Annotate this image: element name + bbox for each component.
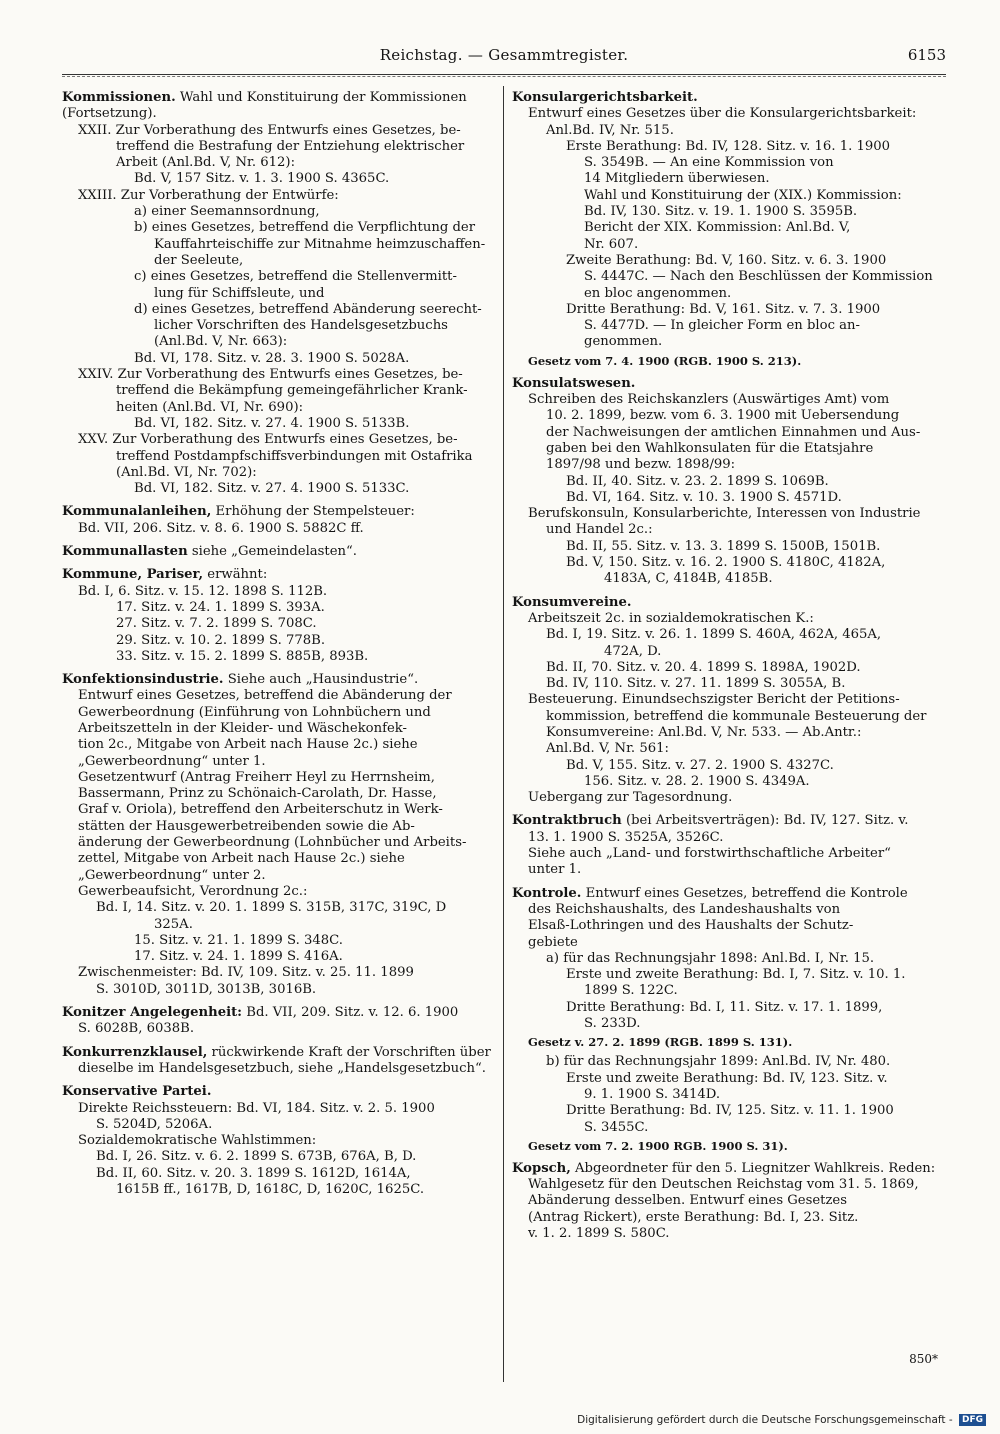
entry-line [512,627,946,643]
entry-text: d) eines Gesetzes, betreffend Abänderung seerecht- [134,301,482,317]
entry-line [62,1133,494,1149]
entry-line [62,688,494,704]
page-number: 6153 [907,46,946,64]
entry-line [512,813,946,829]
entry-keyword: Kommune, Pariser, [62,567,204,583]
entry-keyword: Konfektionsindustrie. [62,672,224,688]
entry-text: Bd. VII, 209. Sitz. v. 12. 6. 1900 [246,1005,459,1021]
entry-line [62,269,494,285]
entry-line [62,982,494,998]
entry-line [62,504,494,520]
entry-text: treffend Postdampfschiffsverbindungen mit Ostafrika [116,448,473,464]
entry-text: der Seeleute, [154,252,244,268]
entry-line [512,758,946,774]
entry-line [512,1226,946,1242]
entry-text: Zweite Berathung: Bd. V, 160. Sitz. v. 6. 3. 1900 [566,252,887,268]
entry-text: a) einer Seemannsordnung, [134,204,320,220]
entry-line [512,1120,946,1136]
entry-line [512,862,946,878]
entry-text: erwähnt: [207,567,268,583]
entry-text: 27. Sitz. v. 7. 2. 1899 S. 708C. [116,616,317,632]
entry-line [512,490,946,506]
entry-keyword: Konservative Partei. [62,1084,212,1100]
entry-text: Siehe auch „Land- und forstwirthschaftliche Arbeiter“ [528,846,891,862]
entry-line [62,900,494,916]
entry-text: Bd. VI, 164. Sitz. v. 10. 3. 1900 S. 4571D. [566,489,842,505]
entry-line [512,220,946,236]
entry-line [62,819,494,835]
index-entry [512,1161,946,1242]
entry-text: Arbeitszetteln in der Kleider- und Wäschekonfek- [78,720,408,736]
entry-line [62,521,494,537]
entry-text: rückwirkende Kraft der Vorschriften über [211,1044,491,1060]
column-divider [503,86,504,1382]
entry-line [512,902,946,918]
entry-line [62,449,494,465]
footer [0,1414,986,1426]
entry-text: Bd. II, 55. Sitz. v. 13. 3. 1899 S. 1500B, 1501B. [566,538,881,554]
entry-line [512,474,946,490]
entry-line [512,774,946,790]
index-entry [62,544,494,560]
entry-line [62,400,494,416]
entry-text: Bd. VI, 182. Sitz. v. 27. 4. 1900 S. 5133C. [134,481,410,497]
entry-text: XXV. Zur Vorberathung des Entwurfs eines Gesetzes, be- [78,432,458,448]
entry-text: Bd. IV, 110. Sitz. v. 27. 11. 1899 S. 3055A, B. [546,676,846,692]
entry-line [62,1101,494,1117]
entry-text: Arbeitszeit 2c. in sozialdemokratischen K.: [528,610,814,626]
entry-line [62,171,494,187]
entry-text: Erhöhung der Stempelsteuer: [215,504,415,520]
entry-line [62,616,494,632]
entry-text: 156. Sitz. v. 28. 2. 1900 S. 4349A. [584,773,810,789]
entry-line [62,351,494,367]
entry-line [512,1016,946,1032]
entry-line [512,1000,946,1016]
entry-line [62,1045,494,1061]
entry-text: 17. Sitz. v. 24. 1. 1899 S. 393A. [116,599,325,615]
entry-text: treffend die Bestrafung der Entziehung elektrischer [116,138,465,154]
entry-keyword: Kopsch, [512,1160,571,1176]
entry-line [512,918,946,934]
entry-text: Bd. I, 19. Sitz. v. 26. 1. 1899 S. 460A, 462A, 465A, [546,627,882,643]
entry-text: licher Vorschriften des Handelsgesetzbuchs [154,318,448,334]
entry-line [512,935,946,951]
entry-text: änderung der Gewerbeordnung (Lohnbücher und Arbeits- [78,835,467,851]
entry-line [512,1193,946,1209]
entry-text: Entwurf eines Gesetzes, betreffend die Abänderung der [78,688,452,704]
entry-line [512,1161,946,1177]
entry-text: XXIII. Zur Vorberathung der Entwürfe: [78,187,339,203]
entry-text: gaben bei den Wahlkonsulaten für die Etatsjahre [546,440,874,456]
entry-line [62,544,494,560]
entry-text: v. 1. 2. 1899 S. 580C. [528,1226,670,1241]
entry-text: Berufskonsuln, Konsularberichte, Interessen von Industrie [528,506,921,522]
index-entry [512,886,946,1154]
entry-text: dieselbe im Handelsgesetzbuch, siehe „Handelsgesetzbuch“. [78,1060,486,1076]
entry-line [62,649,494,665]
index-entry [62,504,494,537]
entry-text: 17. Sitz. v. 24. 1. 1899 S. 416A. [134,949,343,965]
entry-line [512,318,946,334]
law-reference: Gesetz v. 27. 2. 1899 (RGB. 1899 S. 131). [528,1035,793,1050]
entry-line [512,188,946,204]
entry-text: Dritte Berathung: Bd. V, 161. Sitz. v. 7. 3. 1900 [566,301,881,317]
entry-text: Direkte Reichssteuern: Bd. VI, 184. Sitz. v. 2. 5. 1900 [78,1100,435,1116]
entry-text: heiten (Anl.Bd. VI, Nr. 690): [116,399,304,415]
entry-text: (Anl.Bd. VI, Nr. 702): [116,464,257,480]
entry-line [62,367,494,383]
entry-text: 10. 2. 1899, bezw. vom 6. 3. 1900 mit Uebersendung [546,408,900,424]
entry-line [512,90,946,106]
entry-line [512,237,946,253]
entry-text: 1615B ff., 1617B, D, 1618C, D, 1620C, 1625C. [116,1182,425,1197]
entry-line [512,676,946,692]
entry-text: der Nachweisungen der amtlichen Einnahmen und Aus- [546,424,921,440]
entry-text: tion 2c., Mitgabe von Arbeit nach Hause 2c.) siehe [78,737,418,753]
entry-line [62,1061,494,1077]
entry-line [62,1005,494,1021]
entry-line [62,237,494,253]
entry-text: „Gewerbeordnung“ unter 2. [78,867,266,883]
index-entry [62,567,494,665]
entry-text: 9. 1. 1900 S. 3414D. [584,1086,721,1102]
entry-line [512,644,946,660]
entry-line [62,600,494,616]
entry-line [512,790,946,806]
entry-text: Bd. I, 6. Sitz. v. 15. 12. 1898 S. 112B. [78,583,328,599]
entry-text: S. 3010D, 3011D, 3013B, 3016B. [96,981,317,997]
entry-text: treffend die Bekämpfung gemeingefährlicher Krank- [116,383,468,399]
entry-line [62,383,494,399]
entry-text: 15. Sitz. v. 21. 1. 1899 S. 348C. [134,932,343,948]
index-entry [62,1084,494,1198]
entry-text: Besteuerung. Einundsechszigster Bericht der Petitions- [528,692,900,708]
right-column [512,90,946,1380]
entry-text: (Antrag Rickert), erste Berathung: Bd. I, 23. Sitz. [528,1209,859,1225]
entry-line [62,318,494,334]
entry-line [512,522,946,538]
entry-line [512,392,946,408]
entry-line [62,1084,494,1100]
entry-text: des Reichshaushalts, des Landeshaushalts von [528,901,841,917]
entry-text: Nr. 607. [584,236,639,252]
entry-text: S. 4447C. — Nach den Beschlüssen der Kommission [584,269,933,285]
entry-text: (bei Arbeitsverträgen): Bd. IV, 127. Sitz. v. [625,813,909,829]
entry-line [512,1087,946,1103]
entry-text: Bd. VII, 206. Sitz. v. 8. 6. 1900 S. 5882C ff. [78,520,364,536]
entry-line [62,567,494,583]
law-reference: Gesetz vom 7. 4. 1900 (RGB. 1900 S. 213). [528,353,802,368]
entry-line [512,441,946,457]
entry-line [512,846,946,862]
entry-text: Schreiben des Reichskanzlers (Auswärtiges Amt) vom [528,392,890,408]
entry-text: S. 4477D. — In gleicher Form en bloc an- [584,318,860,334]
entry-text: XXIV. Zur Vorberathung des Entwurfs eines Gesetzes, be- [78,367,463,383]
entry-line [62,139,494,155]
entry-line [62,90,494,106]
entry-line [512,269,946,285]
entry-text: Graf v. Oriola), betreffend den Arbeiterschutz in Werk- [78,802,443,818]
entry-text: S. 3549B. — An eine Kommission von [584,155,834,171]
entry-text: Zwischenmeister: Bd. IV, 109. Sitz. v. 25. 11. 1899 [78,965,414,981]
entry-keyword: Kommissionen. [62,90,176,105]
entry-line [62,432,494,448]
entry-text: Entwurf eines Gesetzes, betreffend die Kontrole [585,885,908,901]
entry-text: Uebergang zur Tagesordnung. [528,790,733,806]
entry-text: Elsaß-Lothringen und des Haushalts der Schutz- [528,918,854,934]
entry-text: S. 5204D, 5206A. [96,1116,213,1132]
entry-line [62,884,494,900]
entry-text: Dritte Berathung: Bd. IV, 125. Sitz. v. 11. 1. 1900 [566,1103,894,1119]
entry-line [62,1021,494,1037]
law-reference: Gesetz vom 7. 2. 1900 RGB. 1900 S. 31). [528,1138,788,1153]
entry-line [512,539,946,555]
entry-line [512,334,946,350]
entry-line [62,1117,494,1133]
index-entry [512,813,946,878]
entry-line [512,139,946,155]
entry-line [512,106,946,122]
dfg-logo: DFG [959,1414,986,1426]
entry-text: en bloc angenommen. [584,285,732,301]
entry-text: Erste Berathung: Bd. IV, 128. Sitz. v. 16. 1. 1900 [566,138,891,154]
entry-line [62,786,494,802]
entry-line [512,611,946,627]
entry-keyword: Kommunalanleihen, [62,504,212,520]
entry-text: Bd. VI, 182. Sitz. v. 27. 4. 1900 S. 5133B. [134,415,410,431]
entry-text: Bd. I, 26. Sitz. v. 6. 2. 1899 S. 673B, 676A, B, D. [96,1149,417,1165]
entry-text: und Handel 2c.: [546,522,653,538]
entry-line [512,376,946,392]
entry-text: Bd. V, 157 Sitz. v. 1. 3. 1900 S. 4365C. [134,171,390,187]
entry-text: „Gewerbeordnung“ unter 1. [78,753,266,769]
entry-text: Kauffahrteischiffe zur Mitnahme heimzuschaffen- [154,236,486,252]
entry-line [512,1103,946,1119]
entry-text: lung für Schiffsleute, und [154,285,325,301]
entry-text: 472A, D. [604,643,662,659]
entry-line [512,425,946,441]
entry-text: 1899 S. 122C. [584,983,678,999]
entry-keyword: Konsulargerichtsbarkeit. [512,90,698,105]
entry-text: Bd. V, 155. Sitz. v. 27. 2. 1900 S. 4327C. [566,757,834,773]
entry-line [62,481,494,497]
entry-text: c) eines Gesetzes, betreffend die Stellenvermitt- [134,269,457,285]
entry-text: Konsumvereine: Anl.Bd. V, Nr. 533. — Ab.Antr.: [546,724,862,740]
entry-line [512,595,946,611]
entry-text: Bassermann, Prinz zu Schönaich-Carolath, Dr. Hasse, [78,786,437,802]
entry-line [512,886,946,902]
entry-line [512,967,946,983]
entry-text: 33. Sitz. v. 15. 2. 1899 S. 885B, 893B. [116,648,369,664]
entry-keyword: Kontrole. [512,885,582,901]
entry-line [512,1210,946,1226]
entry-text: Wahl und Konstituirung der Kommissionen [179,90,467,105]
entry-text: stätten der Hausgewerbetreibenden sowie die Ab- [78,818,415,834]
entry-text: 29. Sitz. v. 10. 2. 1899 S. 778B. [116,632,326,648]
entry-text: Dritte Berathung: Bd. I, 11. Sitz. v. 17. 1. 1899, [566,999,883,1015]
entry-keyword: Konitzer Angelegenheit: [62,1005,243,1021]
page-title: Reichstag. — Gesammtregister. [379,46,629,64]
entry-line [512,506,946,522]
entry-line [62,465,494,481]
entry-text: Gewerbeordnung (Einführung von Lohnbüchern und [78,704,431,720]
entry-line [62,672,494,688]
entry-line [512,951,946,967]
entry-line [62,302,494,318]
entry-line [512,571,946,587]
entry-text: unter 1. [528,862,582,878]
page-marker: 850* [909,1352,938,1366]
index-entry [512,595,946,807]
index-entry [512,376,946,588]
entry-line [62,220,494,236]
entry-keyword: Konkurrenzklausel, [62,1044,208,1060]
entry-text: (Anl.Bd. V, Nr. 663): [154,334,288,350]
entry-text: b) für das Rechnungsjahr 1899: Anl.Bd. IV, Nr. 480. [546,1054,891,1070]
entry-line [62,705,494,721]
entry-line [512,660,946,676]
entry-line [512,253,946,269]
entry-text: a) für das Rechnungsjahr 1898: Anl.Bd. I, Nr. 15. [546,950,875,966]
entry-line [512,709,946,725]
entry-line [62,721,494,737]
entry-line [512,1071,946,1087]
entry-text: Anl.Bd. IV, Nr. 515. [546,122,674,138]
entry-line [512,408,946,424]
entry-text: genommen. [584,334,663,350]
entry-text: Siehe auch „Hausindustrie“. [227,672,419,688]
entry-text: Erste und zweite Berathung: Bd. IV, 123. Sitz. v. [566,1070,888,1086]
entry-line [512,725,946,741]
entry-text: 13. 1. 1900 S. 3525A, 3526C. [528,829,724,845]
entry-line [512,286,946,302]
entry-line [62,737,494,753]
entry-text: S. 233D. [584,1016,641,1032]
entry-keyword: Konsumvereine. [512,594,632,610]
entry-text: b) eines Gesetzes, betreffend die Verpflichtung der [134,220,476,236]
entry-text: Anl.Bd. V, Nr. 561: [546,741,669,757]
entry-line [62,253,494,269]
entry-text: gebiete [528,934,578,950]
entry-text: Entwurf eines Gesetzes über die Konsulargerichtsbarkeit: [528,106,917,122]
entry-text: Wahlgesetz für den Deutschen Reichstag vom 31. 5. 1869, [528,1177,919,1193]
entry-line [62,770,494,786]
entry-line [512,741,946,757]
entry-text: Bd. IV, 130. Sitz. v. 19. 1. 1900 S. 3595B. [584,204,858,220]
entry-text: 1897/98 und bezw. 1898/99: [546,457,736,473]
entry-text: Gesetzentwurf (Antrag Freiherr Heyl zu Herrnsheim, [78,769,435,785]
entry-line [62,949,494,965]
entry-line [512,692,946,708]
entry-line [62,123,494,139]
entry-line [62,851,494,867]
entry-line [62,584,494,600]
entry-text: (Fortsetzung). [62,106,157,122]
entry-line [62,416,494,432]
entry-text: Bd. V, 150. Sitz. v. 16. 2. 1900 S. 4180C, 4182A, [566,555,886,571]
entry-text: XXII. Zur Vorberathung des Entwurfs eines Gesetzes, be- [78,122,461,138]
entry-text: 14 Mitgliedern überwiesen. [584,171,770,187]
entry-line [62,334,494,350]
entry-text: Bd. II, 70. Sitz. v. 20. 4. 1899 S. 1898A, 1902D. [546,659,861,675]
entry-line [512,457,946,473]
entry-line [512,171,946,187]
entry-line [62,286,494,302]
entry-line [512,302,946,318]
entry-text: 4183A, C, 4184B, 4185B. [604,571,773,587]
entry-line [62,835,494,851]
index-entry [512,90,946,369]
entry-line [62,933,494,949]
entry-text: Bd. II, 40. Sitz. v. 23. 2. 1899 S. 1069B. [566,473,829,489]
index-entry [62,1005,494,1038]
entry-line [62,802,494,818]
entry-line [512,123,946,139]
entry-line [62,1149,494,1165]
page-header [62,46,946,75]
entry-line [512,555,946,571]
entry-line [512,155,946,171]
entry-text: 325A. [154,916,193,932]
entry-text: Erste und zweite Berathung: Bd. I, 7. Sitz. v. 10. 1. [566,967,906,983]
entry-line [62,188,494,204]
entry-line [62,917,494,933]
entry-line [512,204,946,220]
entry-text: Gewerbeaufsicht, Verordnung 2c.: [78,883,308,899]
index-entry [62,1045,494,1078]
left-column [62,90,494,1380]
entry-text: S. 3455C. [584,1119,649,1135]
entry-line [512,983,946,999]
entry-keyword: Kontraktbruch [512,813,622,829]
entry-text: siehe „Gemeindelasten“. [191,544,357,560]
entry-line [512,1054,946,1070]
entry-line [512,1177,946,1193]
entry-line [62,868,494,884]
index-entry [62,90,494,497]
entry-line [62,1182,494,1198]
entry-text: kommission, betreffend die kommunale Besteuerung der [546,708,927,724]
entry-keyword: Konsulatswesen. [512,375,636,391]
entry-text: Bd. VI, 178. Sitz. v. 28. 3. 1900 S. 5028A. [134,350,410,366]
entry-text: Sozialdemokratische Wahlstimmen: [78,1133,317,1149]
entry-line [62,106,494,122]
entry-text: Arbeit (Anl.Bd. V, Nr. 612): [116,155,296,171]
entry-line [62,1166,494,1182]
entry-line [512,830,946,846]
entry-line [62,155,494,171]
entry-text: Bd. II, 60. Sitz. v. 20. 3. 1899 S. 1612D, 1614A, [96,1165,411,1181]
entry-text: Wahl und Konstituirung der (XIX.) Kommission: [584,187,902,203]
entry-text: zettel, Mitgabe von Arbeit nach Hause 2c.) siehe [78,851,405,867]
entry-line [62,965,494,981]
entry-text: Abänderung desselben. Entwurf eines Gesetzes [528,1193,848,1209]
header-rule [62,76,946,77]
entry-keyword: Kommunallasten [62,544,188,560]
entry-line [62,754,494,770]
entry-line [62,633,494,649]
entry-text: Abgeordneter für den 5. Liegnitzer Wahlkreis. Reden: [575,1160,936,1176]
entry-line [62,204,494,220]
entry-text: Bd. I, 14. Sitz. v. 20. 1. 1899 S. 315B, 317C, 319C, D [96,900,447,916]
footer-text: Digitalisierung gefördert durch die Deutsche Forschungsgemeinschaft - [577,1414,953,1426]
index-entry [62,672,494,998]
entry-text: Bericht der XIX. Kommission: Anl.Bd. V, [584,220,851,236]
entry-text: S. 6028B, 6038B. [78,1021,195,1037]
